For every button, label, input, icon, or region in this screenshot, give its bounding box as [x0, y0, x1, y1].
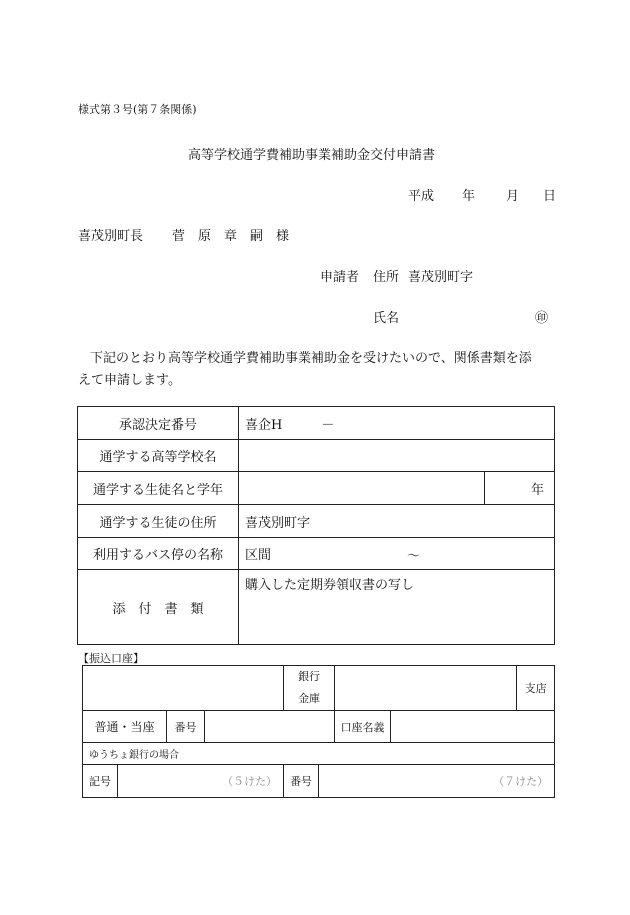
table-row: [83, 765, 555, 798]
bank-account-table: [82, 665, 555, 798]
applicant-name-label: 氏名: [373, 311, 400, 326]
symbol-field[interactable]: （５けた）: [118, 765, 284, 798]
account-type-label[interactable]: 普通・当座: [83, 711, 167, 743]
table-row: [78, 440, 555, 472]
school-field[interactable]: [239, 440, 555, 472]
date-year: 年: [462, 189, 476, 204]
attachments-value[interactable]: 購入した定期券領収書の写し: [239, 570, 555, 645]
attachments-label: 添 付 書 類: [78, 570, 239, 645]
yucho-number-field[interactable]: （７けた）: [319, 765, 555, 798]
bus-stop-label: 利用するバス停の名称: [78, 538, 239, 570]
table-row: [78, 407, 555, 440]
branch-label: 支店: [517, 666, 555, 711]
account-number-label: 番号: [167, 711, 205, 743]
student-label: 通学する生徒名と学年: [78, 472, 239, 505]
applicant-label: 申請者: [320, 270, 360, 285]
account-holder-field[interactable]: [391, 711, 555, 743]
table-row: [78, 538, 555, 570]
seal-mark: ㊞: [535, 311, 549, 326]
table-row: [78, 505, 555, 538]
yucho-label: ゆうちょ銀行の場合: [83, 743, 555, 765]
grade-field[interactable]: 年: [485, 472, 555, 505]
body-text-line2: えて申請します。: [78, 373, 181, 388]
bank-name-field[interactable]: [83, 666, 284, 711]
bank-type-cell: [284, 666, 335, 711]
student-address-label: 通学する生徒の住所: [78, 505, 239, 538]
approval-label: 承認決定番号: [78, 407, 239, 440]
form-number: 様式第３号(第７条関係): [78, 103, 197, 116]
applicant-address-label: 住所: [373, 270, 400, 285]
student-name-field[interactable]: [239, 472, 485, 505]
application-table: [77, 406, 555, 645]
account-number-field[interactable]: [205, 711, 335, 743]
table-row: [78, 570, 555, 645]
date-month: 月: [506, 189, 520, 204]
table-row: [83, 743, 555, 765]
school-label: 通学する高等学校名: [78, 440, 239, 472]
approval-value[interactable]: 喜企H －: [239, 407, 555, 440]
bank-label: 銀行: [298, 670, 321, 683]
body-text-line1: 下記のとおり高等学校通学費補助事業補助金を受けたいので、関係書類を添: [90, 351, 532, 366]
bank-section-label: 【振込口座】: [78, 652, 144, 665]
branch-name-field[interactable]: [335, 666, 517, 711]
symbol-label: 記号: [83, 765, 118, 798]
document-title: 高等学校通学費補助事業補助金交付申請書: [188, 148, 436, 163]
bus-tilde: ～: [407, 549, 421, 564]
table-row: [83, 711, 555, 743]
yucho-number-label: 番号: [284, 765, 319, 798]
date-era: 平成: [408, 189, 435, 204]
addressee-office: 喜茂別町長: [78, 229, 144, 244]
date-day: 日: [543, 189, 557, 204]
bus-stop-field[interactable]: [239, 538, 555, 570]
table-row: [83, 666, 555, 711]
applicant-address-value: 喜茂別町字: [408, 270, 474, 285]
table-row: [78, 472, 555, 505]
shinkin-label: 金庫: [298, 692, 321, 705]
student-address-value[interactable]: 喜茂別町字: [239, 505, 555, 538]
addressee-name: 菅 原 章 嗣 様: [172, 229, 290, 244]
bus-section-label: 区間: [245, 548, 272, 563]
account-holder-label: 口座名義: [335, 711, 391, 743]
